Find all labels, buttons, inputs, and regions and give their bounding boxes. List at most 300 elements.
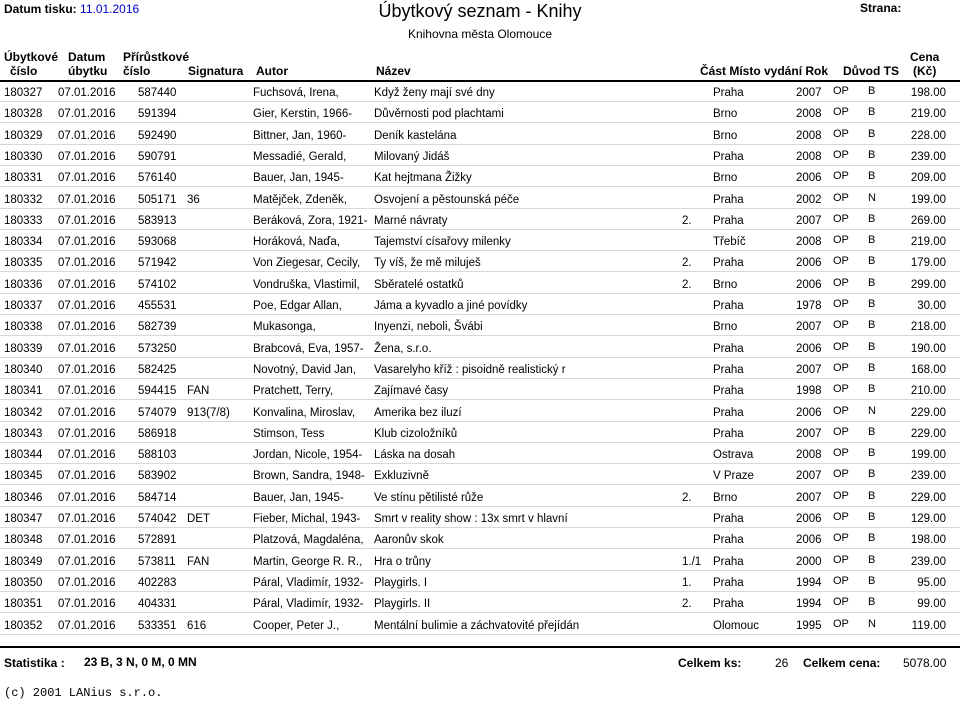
table-row xyxy=(0,379,960,401)
cell-prirustkove-cislo: 574042 xyxy=(138,513,177,525)
cell-prirustkove-cislo: 574102 xyxy=(138,278,177,291)
cell-duvod: OP xyxy=(833,574,849,587)
cell-ts: B xyxy=(868,106,876,119)
library-name: Knihovna města Olomouce xyxy=(407,27,553,41)
cell-autor: Fuchsová, Irena, xyxy=(253,87,339,99)
cell-misto-vydani: Praha xyxy=(713,342,744,355)
cell-nazev: Žena, s.r.o. xyxy=(374,342,432,355)
cell-nazev: Osvojení a pěstounská péče xyxy=(374,193,520,206)
cell-autor: Brown, Sandra, 1948- xyxy=(253,470,365,483)
cell-cast: 1./1 xyxy=(682,555,702,568)
cell-ts: B xyxy=(868,383,876,396)
col-header-datum-ubytku: Datum úbytku xyxy=(68,50,108,78)
cell-cast: 2. xyxy=(682,278,692,291)
cell-ts: B xyxy=(868,553,876,566)
cell-datum-ubytku: 07.01.2016 xyxy=(58,342,116,355)
cell-cena: 168.00 xyxy=(910,363,946,376)
cell-rok: 2007 xyxy=(796,214,822,227)
cell-autor: Pratchett, Terry, xyxy=(253,385,334,398)
table-row xyxy=(0,188,960,210)
cell-autor: Horáková, Naďa, xyxy=(253,236,340,249)
page-number-label: Strana: xyxy=(860,1,902,15)
cell-misto-vydani: Praha xyxy=(713,150,744,163)
cell-datum-ubytku: 07.01.2016 xyxy=(58,363,116,376)
cell-ts: B xyxy=(868,276,876,289)
table-row xyxy=(0,443,960,465)
cell-nazev: Amerika bez iluzí xyxy=(374,406,462,419)
cell-ts: B xyxy=(868,255,876,268)
print-date-label: Datum tisku: xyxy=(4,2,77,16)
cell-prirustkove-cislo: 584714 xyxy=(138,491,177,504)
cell-ubytkove-cislo: 180347 xyxy=(4,513,43,525)
cell-ts: B xyxy=(868,425,876,438)
total-count-label: Celkem ks: xyxy=(678,656,742,670)
col-header-cast-misto-rok: Část Místo vydání Rok xyxy=(700,64,829,78)
cell-signatura: 36 xyxy=(187,193,200,206)
cell-nazev: Marné návraty xyxy=(374,214,448,227)
cell-prirustkove-cislo: 594415 xyxy=(138,385,177,398)
cell-cena: 269.00 xyxy=(910,214,946,227)
cell-autor: Beráková, Zora, 1921- xyxy=(253,214,368,227)
cell-duvod: OP xyxy=(833,106,849,119)
cell-rok: 2000 xyxy=(796,555,822,568)
cell-prirustkove-cislo: 586918 xyxy=(138,427,177,440)
cell-nazev: Vasarelyho kříž : pisoidně realistický r xyxy=(374,363,566,376)
cell-rok: 1995 xyxy=(796,619,822,632)
cell-rok: 2006 xyxy=(796,406,822,419)
cell-ts: B xyxy=(868,468,876,481)
cell-duvod: OP xyxy=(833,404,849,417)
cell-misto-vydani: Třebíč xyxy=(713,236,746,249)
cell-datum-ubytku: 07.01.2016 xyxy=(58,87,116,99)
cell-duvod: OP xyxy=(833,127,849,140)
cell-cast: 2. xyxy=(682,257,692,270)
table-row xyxy=(0,614,960,636)
cell-ubytkove-cislo: 180346 xyxy=(4,491,43,504)
cell-cena: 190.00 xyxy=(910,342,946,355)
col-header-prirustkove-cislo: Přírůstkové číslo xyxy=(123,50,190,78)
cell-nazev: Zajímavé časy xyxy=(374,385,449,398)
cell-prirustkove-cislo: 582739 xyxy=(138,321,177,334)
print-date-value: 11.01.2016 xyxy=(80,2,140,16)
cell-signatura: FAN xyxy=(187,555,210,568)
cell-cena: 229.00 xyxy=(910,406,946,419)
cell-autor: Mukasonga, xyxy=(253,321,316,334)
cell-misto-vydani: Brno xyxy=(713,278,738,291)
cell-nazev: Sběratelé ostatků xyxy=(374,278,464,291)
cell-ubytkove-cislo: 180345 xyxy=(4,470,43,483)
cell-datum-ubytku: 07.01.2016 xyxy=(58,534,116,547)
table-row xyxy=(0,273,960,295)
cell-rok: 2006 xyxy=(796,534,822,547)
cell-nazev: Smrt v reality show : 13x smrt v hlavní xyxy=(374,513,568,525)
cell-ubytkove-cislo: 180348 xyxy=(4,534,43,547)
cell-misto-vydani: Praha xyxy=(713,257,744,270)
cell-duvod: OP xyxy=(833,276,849,289)
cell-autor: Stimson, Tess xyxy=(253,427,325,440)
cell-autor: Vondruška, Vlastimil, xyxy=(253,278,360,291)
cell-ubytkove-cislo: 180341 xyxy=(4,385,43,398)
table-row xyxy=(0,294,960,316)
table-row xyxy=(0,209,960,231)
cell-nazev: Mentální bulimie a záchvatovité přejídán xyxy=(374,619,580,632)
cell-ts: B xyxy=(868,212,876,225)
footer-divider xyxy=(0,646,960,648)
cell-datum-ubytku: 07.01.2016 xyxy=(58,576,116,589)
cell-cena: 229.00 xyxy=(910,491,946,504)
cell-prirustkove-cislo: 573811 xyxy=(138,555,176,568)
cell-ubytkove-cislo: 180332 xyxy=(4,193,43,206)
cell-duvod: OP xyxy=(833,468,849,481)
table-row xyxy=(0,358,960,380)
cell-datum-ubytku: 07.01.2016 xyxy=(58,300,116,312)
cell-datum-ubytku: 07.01.2016 xyxy=(58,214,116,227)
cell-duvod: OP xyxy=(833,255,849,268)
cell-nazev: Milovaný Jidáš xyxy=(374,150,450,163)
cell-nazev: Tajemství císařovy milenky xyxy=(374,236,511,249)
cell-cena: 219.00 xyxy=(910,108,946,121)
cell-misto-vydani: Brno xyxy=(713,108,738,121)
cell-prirustkove-cislo: 573250 xyxy=(138,342,177,355)
cell-prirustkove-cislo: 582425 xyxy=(138,363,177,376)
cell-prirustkove-cislo: 404331 xyxy=(138,598,177,611)
cell-prirustkove-cislo: 588103 xyxy=(138,449,177,462)
cell-prirustkove-cislo: 587440 xyxy=(138,87,177,99)
cell-signatura: FAN xyxy=(187,385,210,398)
cell-autor: Brabcová, Eva, 1957- xyxy=(253,342,364,355)
cell-ubytkove-cislo: 180344 xyxy=(4,449,43,462)
table-row xyxy=(0,550,960,572)
cell-autor: Platzová, Magdaléna, xyxy=(253,534,364,547)
cell-prirustkove-cislo: 591394 xyxy=(138,108,177,121)
cell-cast: 2. xyxy=(682,491,692,504)
statistics-value: 23 B, 3 N, 0 M, 0 MN xyxy=(84,655,197,669)
cell-nazev: Exkluzivně xyxy=(374,470,429,483)
cell-nazev: Hra o trůny xyxy=(374,555,431,568)
cell-duvod: OP xyxy=(833,383,849,396)
cell-datum-ubytku: 07.01.2016 xyxy=(58,278,116,291)
cell-nazev: Kat hejtmana Žižky xyxy=(374,172,472,185)
cell-nazev: Playgirls. I xyxy=(374,576,428,589)
cell-ubytkove-cislo: 180337 xyxy=(4,300,43,312)
cell-datum-ubytku: 07.01.2016 xyxy=(58,236,116,249)
cell-prirustkove-cislo: 455531 xyxy=(138,300,177,312)
table-row xyxy=(0,422,960,444)
cell-signatura: 913(7/8) xyxy=(187,406,230,419)
cell-ts: B xyxy=(868,596,876,609)
cell-rok: 2006 xyxy=(796,278,822,291)
cell-datum-ubytku: 07.01.2016 xyxy=(58,257,116,270)
col-header-signatura: Signatura xyxy=(188,64,244,78)
cell-misto-vydani: Brno xyxy=(713,321,738,334)
cell-ts: B xyxy=(868,574,876,587)
cell-ubytkove-cislo: 180327 xyxy=(4,87,43,99)
cell-ts: B xyxy=(868,340,876,353)
col-header-duvod-ts: Důvod TS xyxy=(843,64,899,78)
cell-autor: Bauer, Jan, 1945- xyxy=(253,172,344,185)
total-count-value: 26 xyxy=(775,656,789,670)
cell-datum-ubytku: 07.01.2016 xyxy=(58,427,116,440)
cell-misto-vydani: Praha xyxy=(713,555,744,568)
cell-autor: Messadié, Gerald, xyxy=(253,150,347,163)
cell-misto-vydani: Olomouc xyxy=(713,619,760,632)
cell-duvod: OP xyxy=(833,340,849,353)
cell-rok: 2007 xyxy=(796,87,822,99)
cell-rok: 2007 xyxy=(796,470,822,483)
cell-cena: 228.00 xyxy=(910,129,946,142)
cell-misto-vydani: Brno xyxy=(713,172,738,185)
cell-ubytkove-cislo: 180349 xyxy=(4,555,43,568)
cell-cena: 119.00 xyxy=(911,619,946,632)
cell-autor: Bittner, Jan, 1960- xyxy=(253,129,347,142)
cell-misto-vydani: V Praze xyxy=(713,470,754,483)
cell-ubytkove-cislo: 180335 xyxy=(4,257,43,270)
cell-rok: 1994 xyxy=(796,598,822,611)
cell-rok: 2007 xyxy=(796,491,822,504)
copyright: (c) 2001 LANius s.r.o. xyxy=(4,686,163,700)
cell-rok: 2006 xyxy=(796,172,822,185)
cell-autor: Fieber, Michal, 1943- xyxy=(253,513,361,525)
cell-nazev: Jáma a kyvadlo a jiné povídky xyxy=(374,300,528,312)
cell-ubytkove-cislo: 180350 xyxy=(4,576,43,589)
cell-misto-vydani: Brno xyxy=(713,129,738,142)
total-price-label: Celkem cena: xyxy=(803,656,881,670)
cell-misto-vydani: Praha xyxy=(713,385,744,398)
cell-ubytkove-cislo: 180334 xyxy=(4,236,43,249)
cell-datum-ubytku: 07.01.2016 xyxy=(58,598,116,611)
cell-prirustkove-cislo: 576140 xyxy=(138,172,177,185)
cell-rok: 2008 xyxy=(796,449,822,462)
cell-ubytkove-cislo: 180343 xyxy=(4,427,43,440)
cell-ubytkove-cislo: 180328 xyxy=(4,108,43,121)
cell-prirustkove-cislo: 571942 xyxy=(138,257,177,270)
cell-ts: B xyxy=(868,127,876,140)
cell-cena: 239.00 xyxy=(910,150,946,163)
cell-ts: B xyxy=(868,489,876,502)
cell-autor: Poe, Edgar Allan, xyxy=(253,300,342,312)
table-row xyxy=(0,592,960,614)
cell-datum-ubytku: 07.01.2016 xyxy=(58,513,116,525)
cell-datum-ubytku: 07.01.2016 xyxy=(58,193,116,206)
table-row xyxy=(0,401,960,423)
cell-prirustkove-cislo: 592490 xyxy=(138,129,177,142)
cell-cena: 218.00 xyxy=(910,321,946,334)
cell-cena: 210.00 xyxy=(910,385,946,398)
cell-nazev: Ty víš, že mě miluješ xyxy=(374,257,481,270)
cell-autor: Matějček, Zdeněk, xyxy=(253,193,347,206)
cell-datum-ubytku: 07.01.2016 xyxy=(58,129,116,142)
cell-duvod: OP xyxy=(833,234,849,247)
cell-misto-vydani: Praha xyxy=(713,300,744,312)
cell-datum-ubytku: 07.01.2016 xyxy=(58,555,116,568)
cell-rok: 2008 xyxy=(796,129,822,142)
cell-duvod: OP xyxy=(833,425,849,438)
cell-duvod: OP xyxy=(833,319,849,332)
cell-nazev: Klub cizoložníků xyxy=(374,427,458,440)
cell-cena: 129.00 xyxy=(910,513,946,525)
cell-nazev: Když ženy mají své dny xyxy=(374,87,495,99)
cell-prirustkove-cislo: 505171 xyxy=(138,193,177,206)
cell-duvod: OP xyxy=(833,298,849,310)
cell-ts: B xyxy=(868,234,876,247)
cell-prirustkove-cislo: 583913 xyxy=(138,214,177,227)
cell-cast: 1. xyxy=(682,576,692,589)
cell-cast: 2. xyxy=(682,214,692,227)
cell-datum-ubytku: 07.01.2016 xyxy=(58,172,116,185)
page-title: Úbytkový seznam - Knihy xyxy=(378,1,582,21)
cell-ts: B xyxy=(868,170,876,183)
col-header-ubytkove-cislo: Úbytkové číslo xyxy=(4,50,59,78)
cell-autor: Páral, Vladimír, 1932- xyxy=(253,576,364,589)
col-header-cena: Cena (Kč) xyxy=(910,50,940,78)
table-row xyxy=(0,145,960,167)
cell-prirustkove-cislo: 402283 xyxy=(138,576,177,589)
cell-ubytkove-cislo: 180331 xyxy=(4,172,43,185)
table-row xyxy=(0,507,960,529)
cell-autor: Páral, Vladimír, 1932- xyxy=(253,598,364,611)
cell-cena: 198.00 xyxy=(910,534,946,547)
cell-cena: 239.00 xyxy=(910,555,946,568)
table-row xyxy=(0,124,960,146)
table-row xyxy=(0,166,960,188)
cell-duvod: OP xyxy=(833,191,849,204)
cell-autor: Konvalina, Miroslav, xyxy=(253,406,356,419)
cell-cena: 198.00 xyxy=(910,87,946,99)
cell-rok: 2008 xyxy=(796,150,822,163)
cell-datum-ubytku: 07.01.2016 xyxy=(58,619,116,632)
cell-prirustkove-cislo: 533351 xyxy=(138,619,177,632)
cell-cena: 199.00 xyxy=(910,193,946,206)
cell-ubytkove-cislo: 180351 xyxy=(4,598,43,611)
col-header-autor: Autor xyxy=(256,64,288,78)
cell-ts: B xyxy=(868,148,876,161)
cell-autor: Bauer, Jan, 1945- xyxy=(253,491,344,504)
total-price-value: 5078.00 xyxy=(903,656,947,670)
cell-misto-vydani: Ostrava xyxy=(713,449,754,462)
cell-cena: 199.00 xyxy=(910,449,946,462)
cell-autor: Martin, George R. R., xyxy=(253,555,363,568)
cell-ts: B xyxy=(868,361,876,374)
cell-cena: 209.00 xyxy=(910,172,946,185)
cell-autor: Gier, Kerstin, 1966- xyxy=(253,108,353,121)
cell-misto-vydani: Praha xyxy=(713,406,744,419)
cell-ts: B xyxy=(868,298,876,310)
cell-nazev: Playgirls. II xyxy=(374,598,431,611)
cell-cena: 95.00 xyxy=(917,576,946,589)
cell-datum-ubytku: 07.01.2016 xyxy=(58,491,116,504)
cell-ubytkove-cislo: 180342 xyxy=(4,406,43,419)
cell-ts: B xyxy=(868,85,876,97)
cell-rok: 1994 xyxy=(796,576,822,589)
cell-rok: 2007 xyxy=(796,427,822,440)
cell-misto-vydani: Praha xyxy=(713,214,744,227)
cell-ubytkove-cislo: 180339 xyxy=(4,342,43,355)
cell-misto-vydani: Praha xyxy=(713,513,744,525)
table-row xyxy=(0,528,960,550)
cell-misto-vydani: Praha xyxy=(713,193,744,206)
cell-cena: 299.00 xyxy=(910,278,946,291)
cell-misto-vydani: Praha xyxy=(713,534,744,547)
cell-ubytkove-cislo: 180329 xyxy=(4,129,43,142)
cell-autor: Von Ziegesar, Cecily, xyxy=(253,257,361,270)
cell-nazev: Ve stínu pětilisté růže xyxy=(374,491,484,504)
cell-datum-ubytku: 07.01.2016 xyxy=(58,150,116,163)
cell-datum-ubytku: 07.01.2016 xyxy=(58,470,116,483)
statistics-label: Statistika : xyxy=(4,656,65,670)
cell-cena: 239.00 xyxy=(910,470,946,483)
cell-rok: 2007 xyxy=(796,321,822,334)
cell-duvod: OP xyxy=(833,532,849,545)
cell-ts: B xyxy=(868,511,876,523)
cell-rok: 2006 xyxy=(796,257,822,270)
cell-ubytkove-cislo: 180336 xyxy=(4,278,43,291)
cell-duvod: OP xyxy=(833,596,849,609)
table-row xyxy=(0,464,960,486)
cell-rok: 2006 xyxy=(796,342,822,355)
cell-ts: B xyxy=(868,319,876,332)
cell-autor: Jordan, Nicole, 1954- xyxy=(253,449,363,462)
cell-autor: Cooper, Peter J., xyxy=(253,619,340,632)
cell-duvod: OP xyxy=(833,148,849,161)
cell-datum-ubytku: 07.01.2016 xyxy=(58,449,116,462)
cell-ts: B xyxy=(868,532,876,545)
cell-ubytkove-cislo: 180338 xyxy=(4,321,43,334)
cell-misto-vydani: Brno xyxy=(713,491,738,504)
cell-nazev: Láska na dosah xyxy=(374,449,456,462)
cell-duvod: OP xyxy=(833,170,849,183)
cell-ubytkove-cislo: 180330 xyxy=(4,150,43,163)
cell-rok: 2007 xyxy=(796,363,822,376)
cell-misto-vydani: Praha xyxy=(713,576,744,589)
cell-rok: 2008 xyxy=(796,236,822,249)
cell-cena: 229.00 xyxy=(910,427,946,440)
cell-nazev: Inyenzi, neboli, Švábi xyxy=(374,321,483,334)
cell-duvod: OP xyxy=(833,489,849,502)
cell-prirustkove-cislo: 590791 xyxy=(138,150,177,163)
row-divider xyxy=(0,634,960,635)
cell-rok: 2008 xyxy=(796,108,822,121)
cell-prirustkove-cislo: 572891 xyxy=(138,534,177,547)
cell-prirustkove-cislo: 574079 xyxy=(138,406,177,419)
table-row xyxy=(0,81,960,103)
cell-prirustkove-cislo: 593068 xyxy=(138,236,177,249)
cell-duvod: OP xyxy=(833,553,849,566)
table-row xyxy=(0,251,960,273)
cell-prirustkove-cislo: 583902 xyxy=(138,470,177,483)
cell-duvod: OP xyxy=(833,511,849,523)
table-row xyxy=(0,102,960,124)
cell-autor: Novotný, David Jan, xyxy=(253,363,356,376)
table-row xyxy=(0,337,960,359)
cell-ts: N xyxy=(868,404,876,417)
table-row xyxy=(0,571,960,593)
col-header-nazev: Název xyxy=(376,64,411,78)
cell-rok: 2006 xyxy=(796,513,822,525)
cell-ubytkove-cislo: 180340 xyxy=(4,363,43,376)
cell-misto-vydani: Praha xyxy=(713,363,744,376)
cell-duvod: OP xyxy=(833,617,849,630)
cell-datum-ubytku: 07.01.2016 xyxy=(58,406,116,419)
cell-duvod: OP xyxy=(833,212,849,225)
cell-misto-vydani: Praha xyxy=(713,87,744,99)
cell-datum-ubytku: 07.01.2016 xyxy=(58,385,116,398)
cell-nazev: Aaronův skok xyxy=(374,534,444,547)
cell-cena: 30.00 xyxy=(917,300,946,312)
cell-rok: 1998 xyxy=(796,385,822,398)
cell-cena: 179.00 xyxy=(910,257,946,270)
cell-ubytkove-cislo: 180352 xyxy=(4,619,43,632)
cell-ts: B xyxy=(868,447,876,460)
